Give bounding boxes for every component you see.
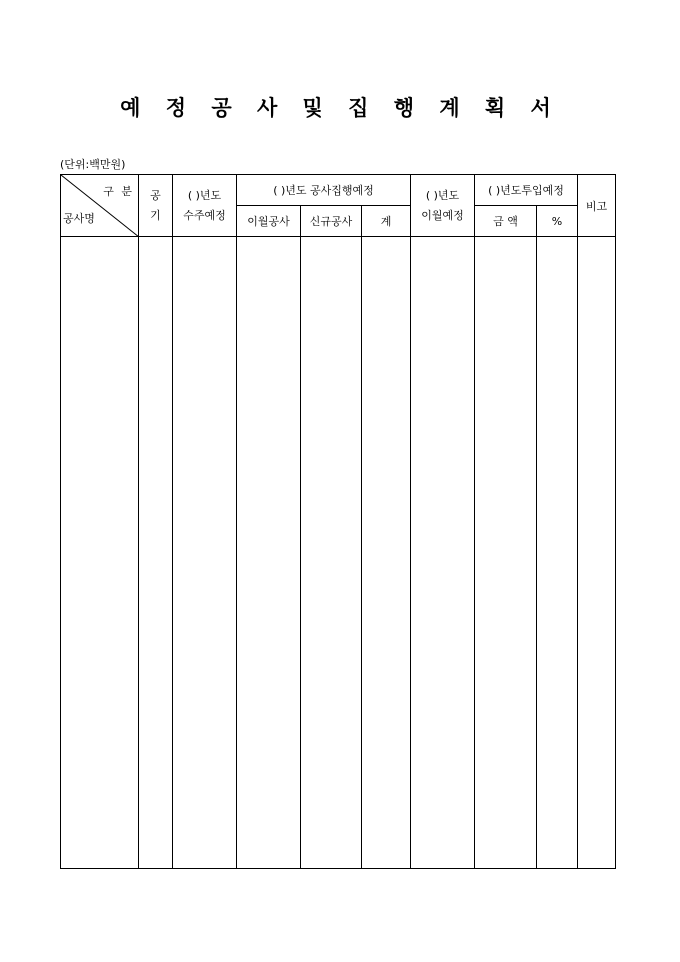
order-plan-header	[173, 175, 237, 237]
carryover-work-cell[interactable]	[237, 237, 301, 869]
new-work-header: 신규공사	[301, 206, 362, 237]
order-plan-label: 수주예정	[183, 208, 226, 222]
order-year-label: ( )년도	[187, 188, 222, 202]
remarks-cell[interactable]	[578, 237, 616, 869]
table-body-row	[61, 237, 616, 869]
unit-label: (단위:백만원)	[60, 158, 126, 171]
period-header	[139, 175, 173, 237]
amount-header: 금 액	[475, 206, 537, 237]
carryover-work-header: 이월공사	[237, 206, 301, 237]
carryover-plan-cell[interactable]	[411, 237, 475, 869]
investment-group-header: ( )년도투입예정	[475, 175, 578, 206]
percent-header: %	[537, 206, 578, 237]
document-title: 예 정 공 사 및 집 행 계 획 서	[120, 95, 560, 120]
order-plan-cell[interactable]	[173, 237, 237, 869]
percent-cell[interactable]	[537, 237, 578, 869]
header-row-1	[61, 175, 616, 206]
total-header: 계	[362, 206, 411, 237]
plan-table	[60, 174, 616, 869]
diagonal-header-cell	[61, 175, 139, 237]
project-name-label: 공사명	[63, 212, 95, 225]
carry-plan-label: 이월예정	[421, 208, 464, 222]
period-top-label: 공	[150, 188, 161, 202]
gubun-label: 구 분	[103, 185, 134, 198]
total-cell[interactable]	[362, 237, 411, 869]
period-cell[interactable]	[139, 237, 173, 869]
period-bottom-label: 기	[150, 208, 161, 222]
amount-cell[interactable]	[475, 237, 537, 869]
carry-year-label: ( )년도	[425, 188, 460, 202]
carryover-plan-header	[411, 175, 475, 237]
new-work-cell[interactable]	[301, 237, 362, 869]
remarks-header: 비고	[578, 175, 616, 237]
project-name-cell[interactable]	[61, 237, 139, 869]
execution-group-header: ( )년도 공사집행예정	[237, 175, 411, 206]
